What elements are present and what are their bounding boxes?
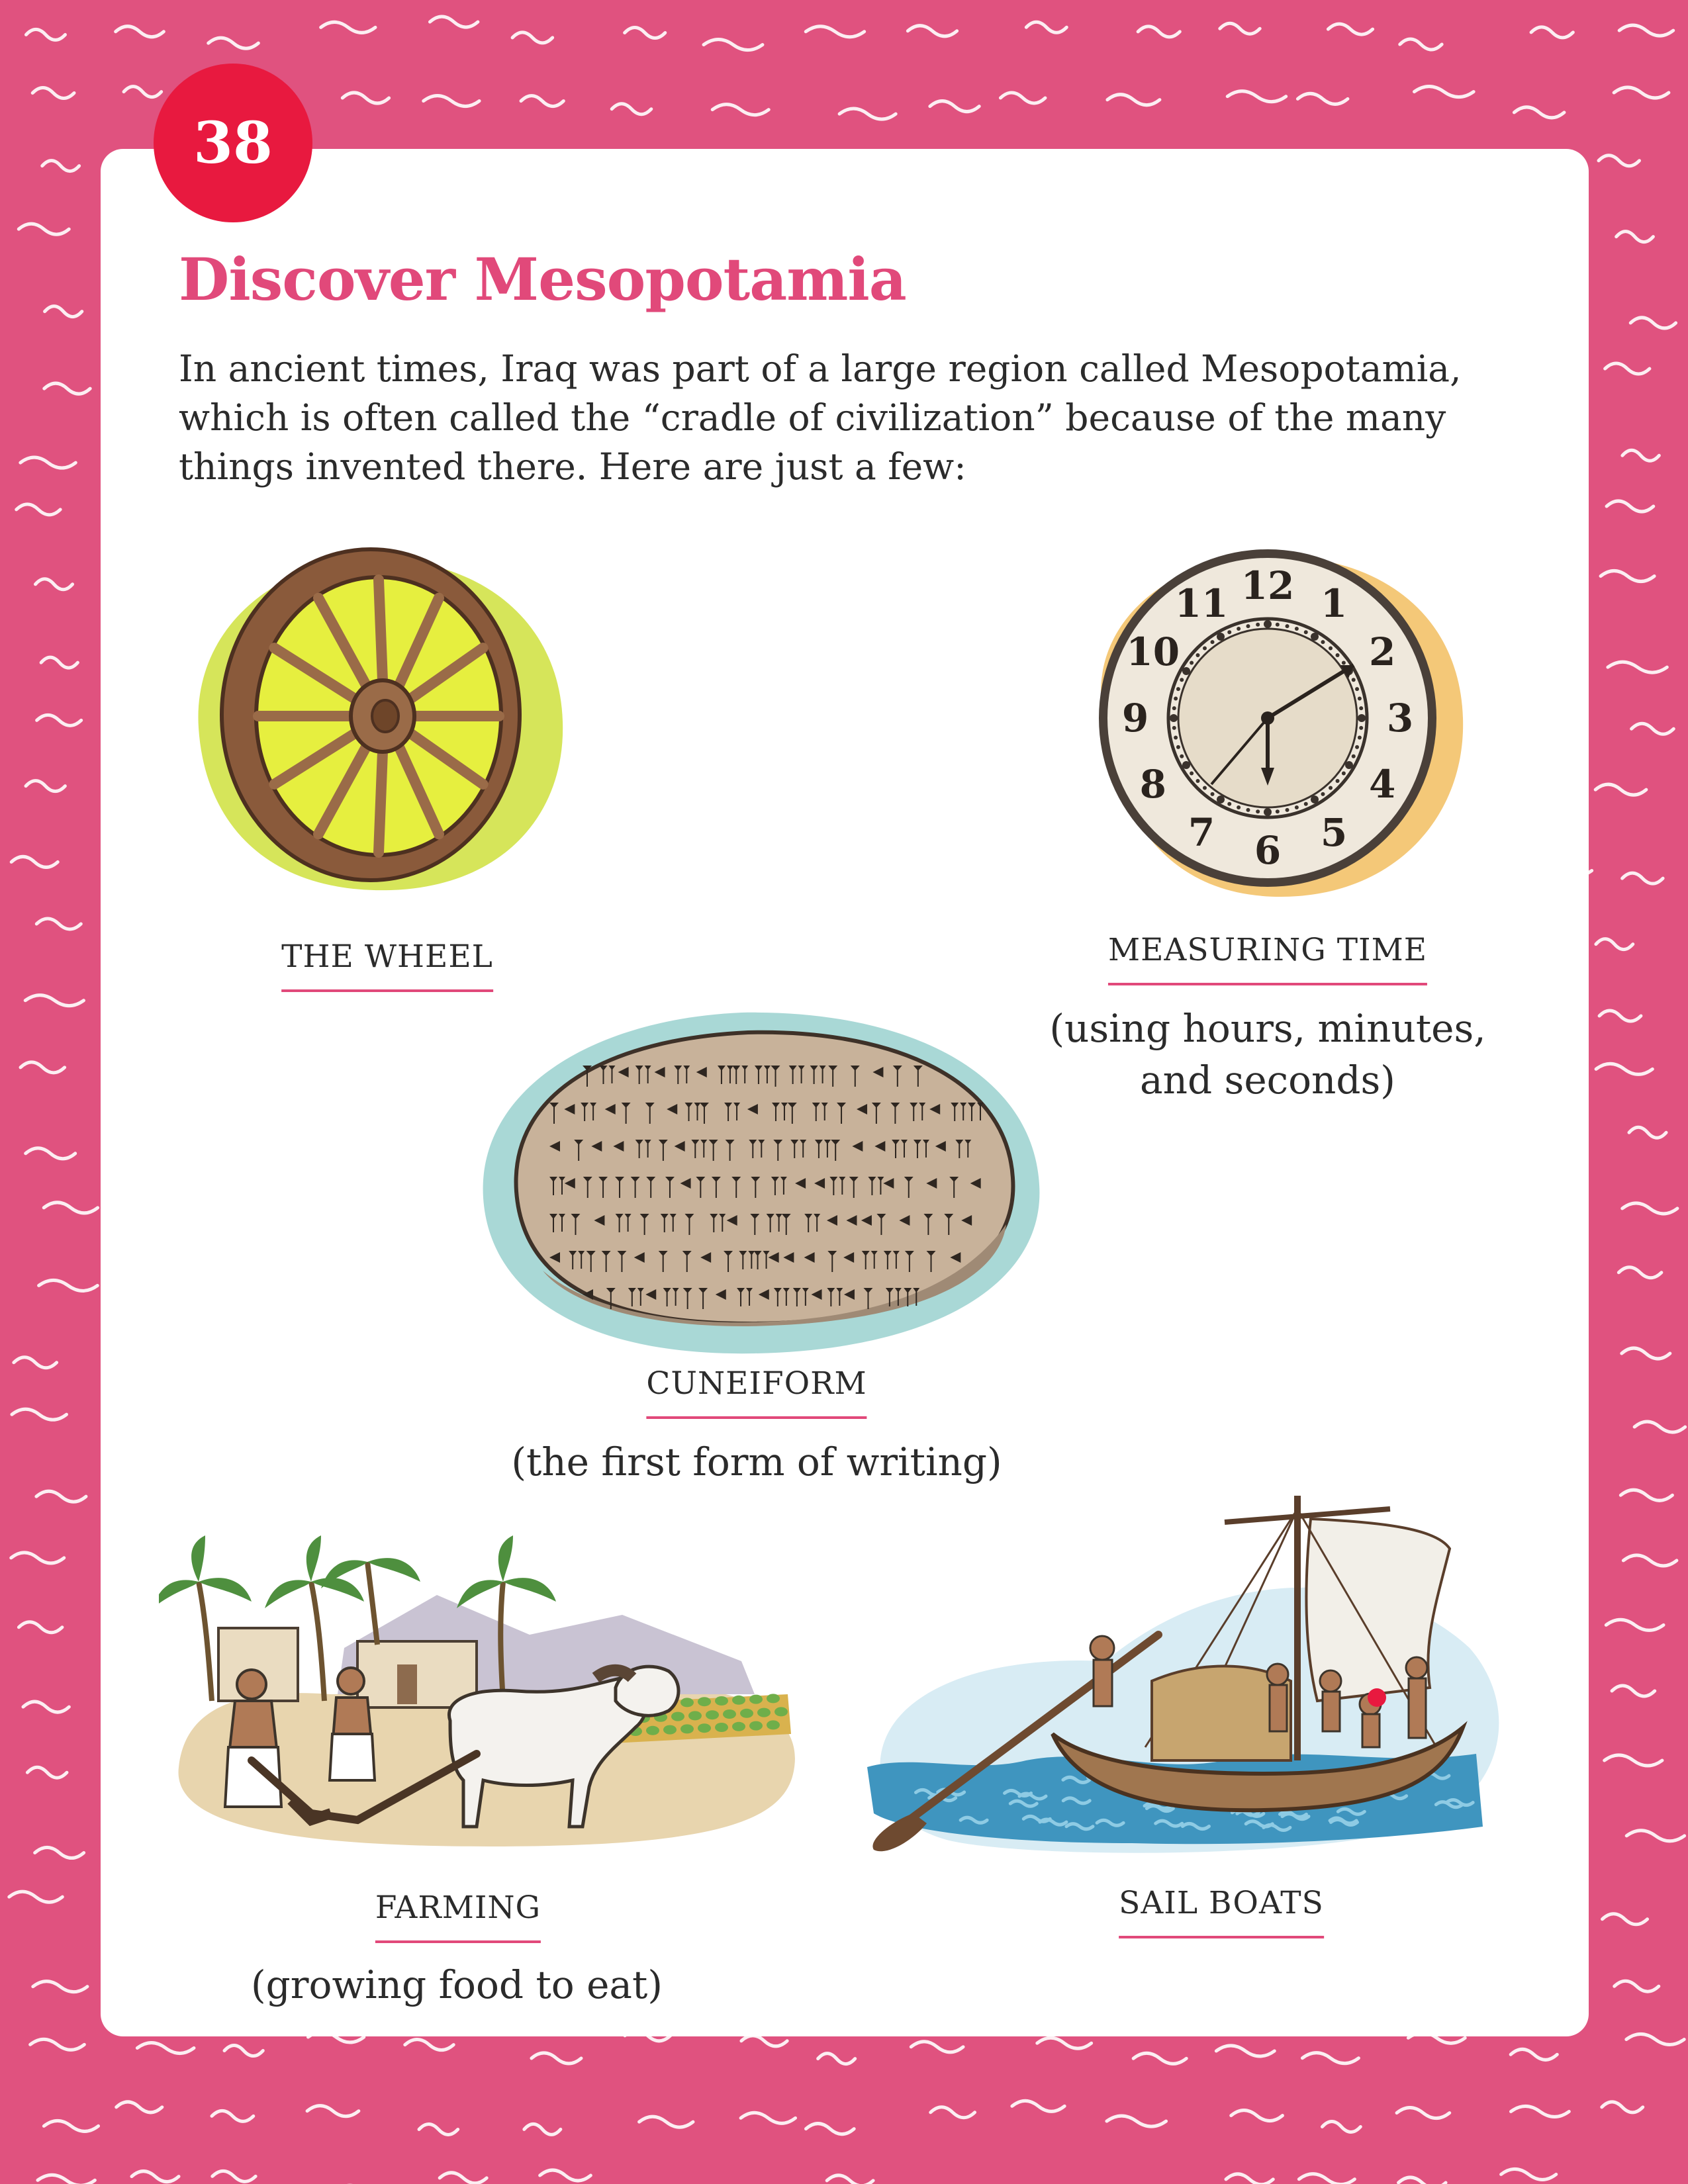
clock-numeral: 10 [1126,629,1180,674]
sail-boat-illustration [854,1482,1529,1866]
clock-numeral: 1 [1320,580,1348,626]
clock-numeral: 12 [1241,563,1295,608]
ox-plough-farm-illustration [159,1535,814,1853]
clock-numeral: 4 [1369,762,1396,807]
clock-numeral: 6 [1254,828,1282,873]
intro-line-2: which is often called the “cradle of civilization” because of the many [179,396,1446,439]
page-number-badge [154,64,312,222]
intro-line-1: In ancient times, Iraq was part of a large region called Mesopotamia, [179,347,1462,390]
clay-tablet-illustration [457,993,1053,1363]
clock-numeral: 11 [1174,580,1229,626]
sail-boats-label: SAIL BOATS [1119,1885,1324,1938]
farming-label: FARMING [375,1889,541,1943]
cuneiform-label: CUNEIFORM [646,1365,867,1419]
cuneiform-caption: (the first form of writing) [511,1439,1002,1484]
page-number: 38 [193,109,273,177]
wagon-wheel-illustration [172,529,583,913]
clock-numeral: 2 [1369,629,1396,674]
intro-paragraph [179,344,1516,491]
clock-numeral: 8 [1139,762,1166,807]
measuring-time-caption-line-1: (using hours, minutes, [1049,1006,1486,1051]
clock-numeral: 9 [1121,696,1149,741]
clock-numeral: 3 [1386,696,1414,741]
wheel-label: THE WHEEL [281,938,493,992]
measuring-time-label: MEASURING TIME [1108,932,1427,985]
clock-numeral: 5 [1320,810,1348,856]
measuring-time-caption-line-2: and seconds) [1140,1058,1395,1103]
farming-caption: (growing food to eat) [251,1962,663,2007]
clock-illustration [1062,539,1473,910]
measuring-time-caption [1049,1003,1485,1106]
clock-numeral: 7 [1188,810,1215,856]
page-title: Discover Mesopotamia [179,245,906,314]
intro-line-3: things invented there. Here are just a few: [179,445,966,488]
